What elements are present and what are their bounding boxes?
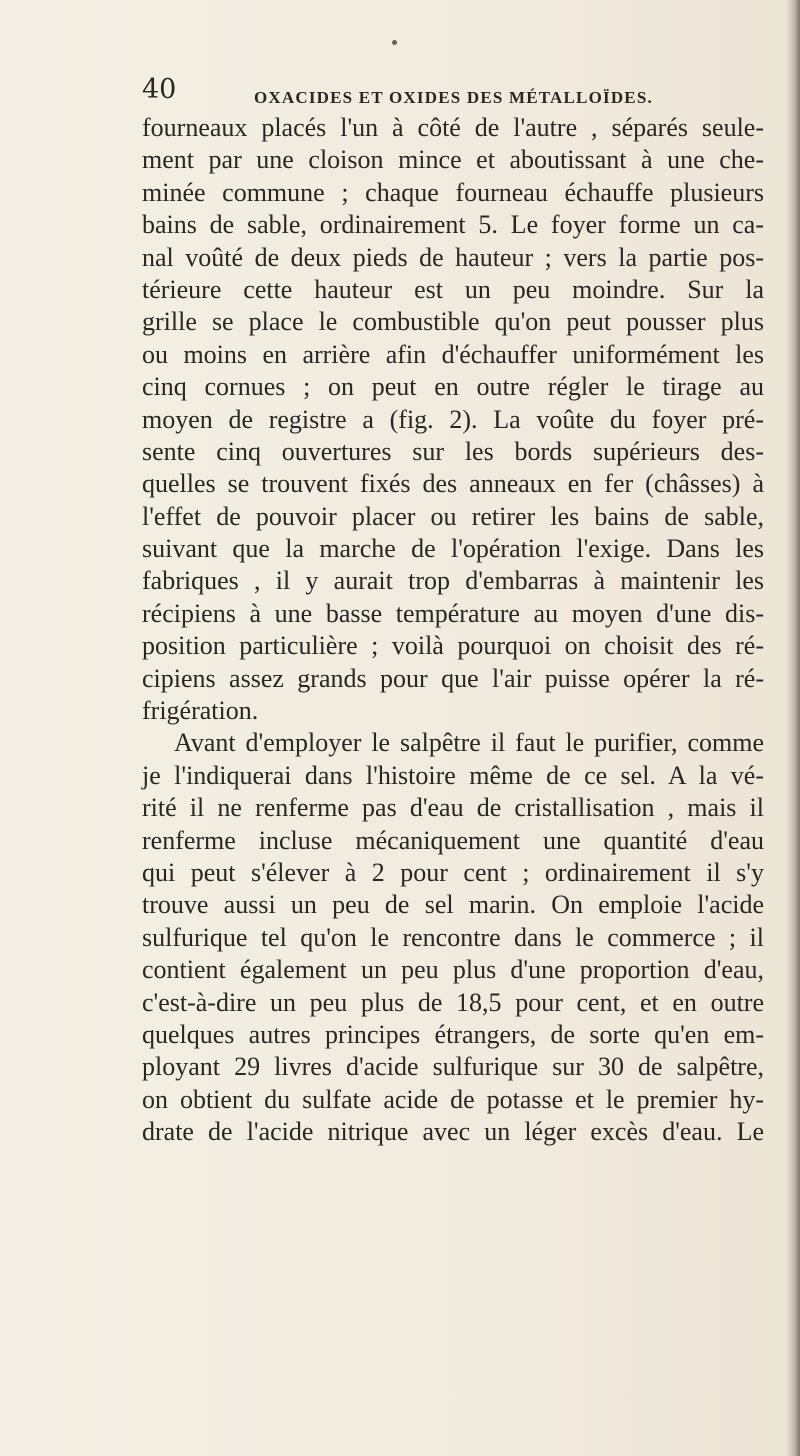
text-line: sente cinq ouvertures sur les bords supérieurs des- xyxy=(142,436,764,466)
text-line: quelles se trouvent fixés des anneaux en fer (châsses) à xyxy=(142,469,764,499)
text-line: qui peut s'élever à 2 pour cent ; ordinairement il s'y xyxy=(142,857,764,887)
text-line: moyen de registre a (fig. 2). La voûte du foyer pré- xyxy=(142,404,764,434)
text-line: l'effet de pouvoir placer ou retirer les bains de sable, xyxy=(142,501,764,531)
text-line: suivant que la marche de l'opération l'exige. Dans les xyxy=(142,534,764,564)
text-line: ment par une cloison mince et aboutissant à une che- xyxy=(142,145,764,175)
text-line: quelques autres principes étrangers, de sorte qu'en em- xyxy=(142,1019,764,1049)
page-number: 40 xyxy=(142,74,177,105)
text-line: ployant 29 livres d'acide sulfurique sur 30 de salpêtre, xyxy=(142,1052,764,1082)
text-line: cipiens assez grands pour que l'air puisse opérer la ré- xyxy=(142,663,764,693)
text-line: Avant d'employer le salpêtre il faut le purifier, comme xyxy=(174,728,764,758)
page-edge-shadow xyxy=(786,0,800,1456)
text-line: nal voûté de deux pieds de hauteur ; vers la partie pos- xyxy=(142,242,764,272)
text-line: je l'indiquerai dans l'histoire même de ce sel. A la vé- xyxy=(142,760,764,790)
text-line: c'est-à-dire un peu plus de 18,5 pour cent, et en outre xyxy=(142,987,764,1017)
text-line: grille se place le combustible qu'on peut pousser plus xyxy=(142,307,764,337)
text-line: trouve aussi un peu de sel marin. On emploie l'acide xyxy=(142,890,764,920)
text-line: térieure cette hauteur est un peu moindre. Sur la xyxy=(142,274,764,304)
text-line: récipiens à une basse température au moyen d'une dis- xyxy=(142,598,764,628)
text-line: bains de sable, ordinairement 5. Le foyer forme un ca- xyxy=(142,210,764,240)
page-header xyxy=(142,74,762,114)
text-line: minée commune ; chaque fourneau échauffe plusieurs xyxy=(142,177,764,207)
text-line: contient également un peu plus d'une proportion d'eau, xyxy=(142,955,764,985)
text-line: renferme incluse mécaniquement une quantité d'eau xyxy=(142,825,764,855)
body-text xyxy=(142,112,764,1149)
page-mark xyxy=(392,40,397,45)
text-line: drate de l'acide nitrique avec un léger excès d'eau. Le xyxy=(142,1117,764,1147)
text-line: position particulière ; voilà pourquoi on choisit des ré- xyxy=(142,631,764,661)
text-line: rité il ne renferme pas d'eau de cristallisation , mais il xyxy=(142,793,764,823)
text-line: cinq cornues ; on peut en outre régler le tirage au xyxy=(142,372,764,402)
text-line: sulfurique tel qu'on le rencontre dans le commerce ; il xyxy=(142,922,764,952)
running-head: OXACIDES ET OXIDES DES MÉTALLOÏDES. xyxy=(254,88,653,107)
text-line: fabriques , il y aurait trop d'embarras à maintenir les xyxy=(142,566,764,596)
text-line: ou moins en arrière afin d'échauffer uniformément les xyxy=(142,339,764,369)
text-line: on obtient du sulfate acide de potasse et le premier hy- xyxy=(142,1084,764,1114)
text-line: frigération. xyxy=(142,696,259,726)
text-line: fourneaux placés l'un à côté de l'autre , séparés seule- xyxy=(142,113,764,142)
